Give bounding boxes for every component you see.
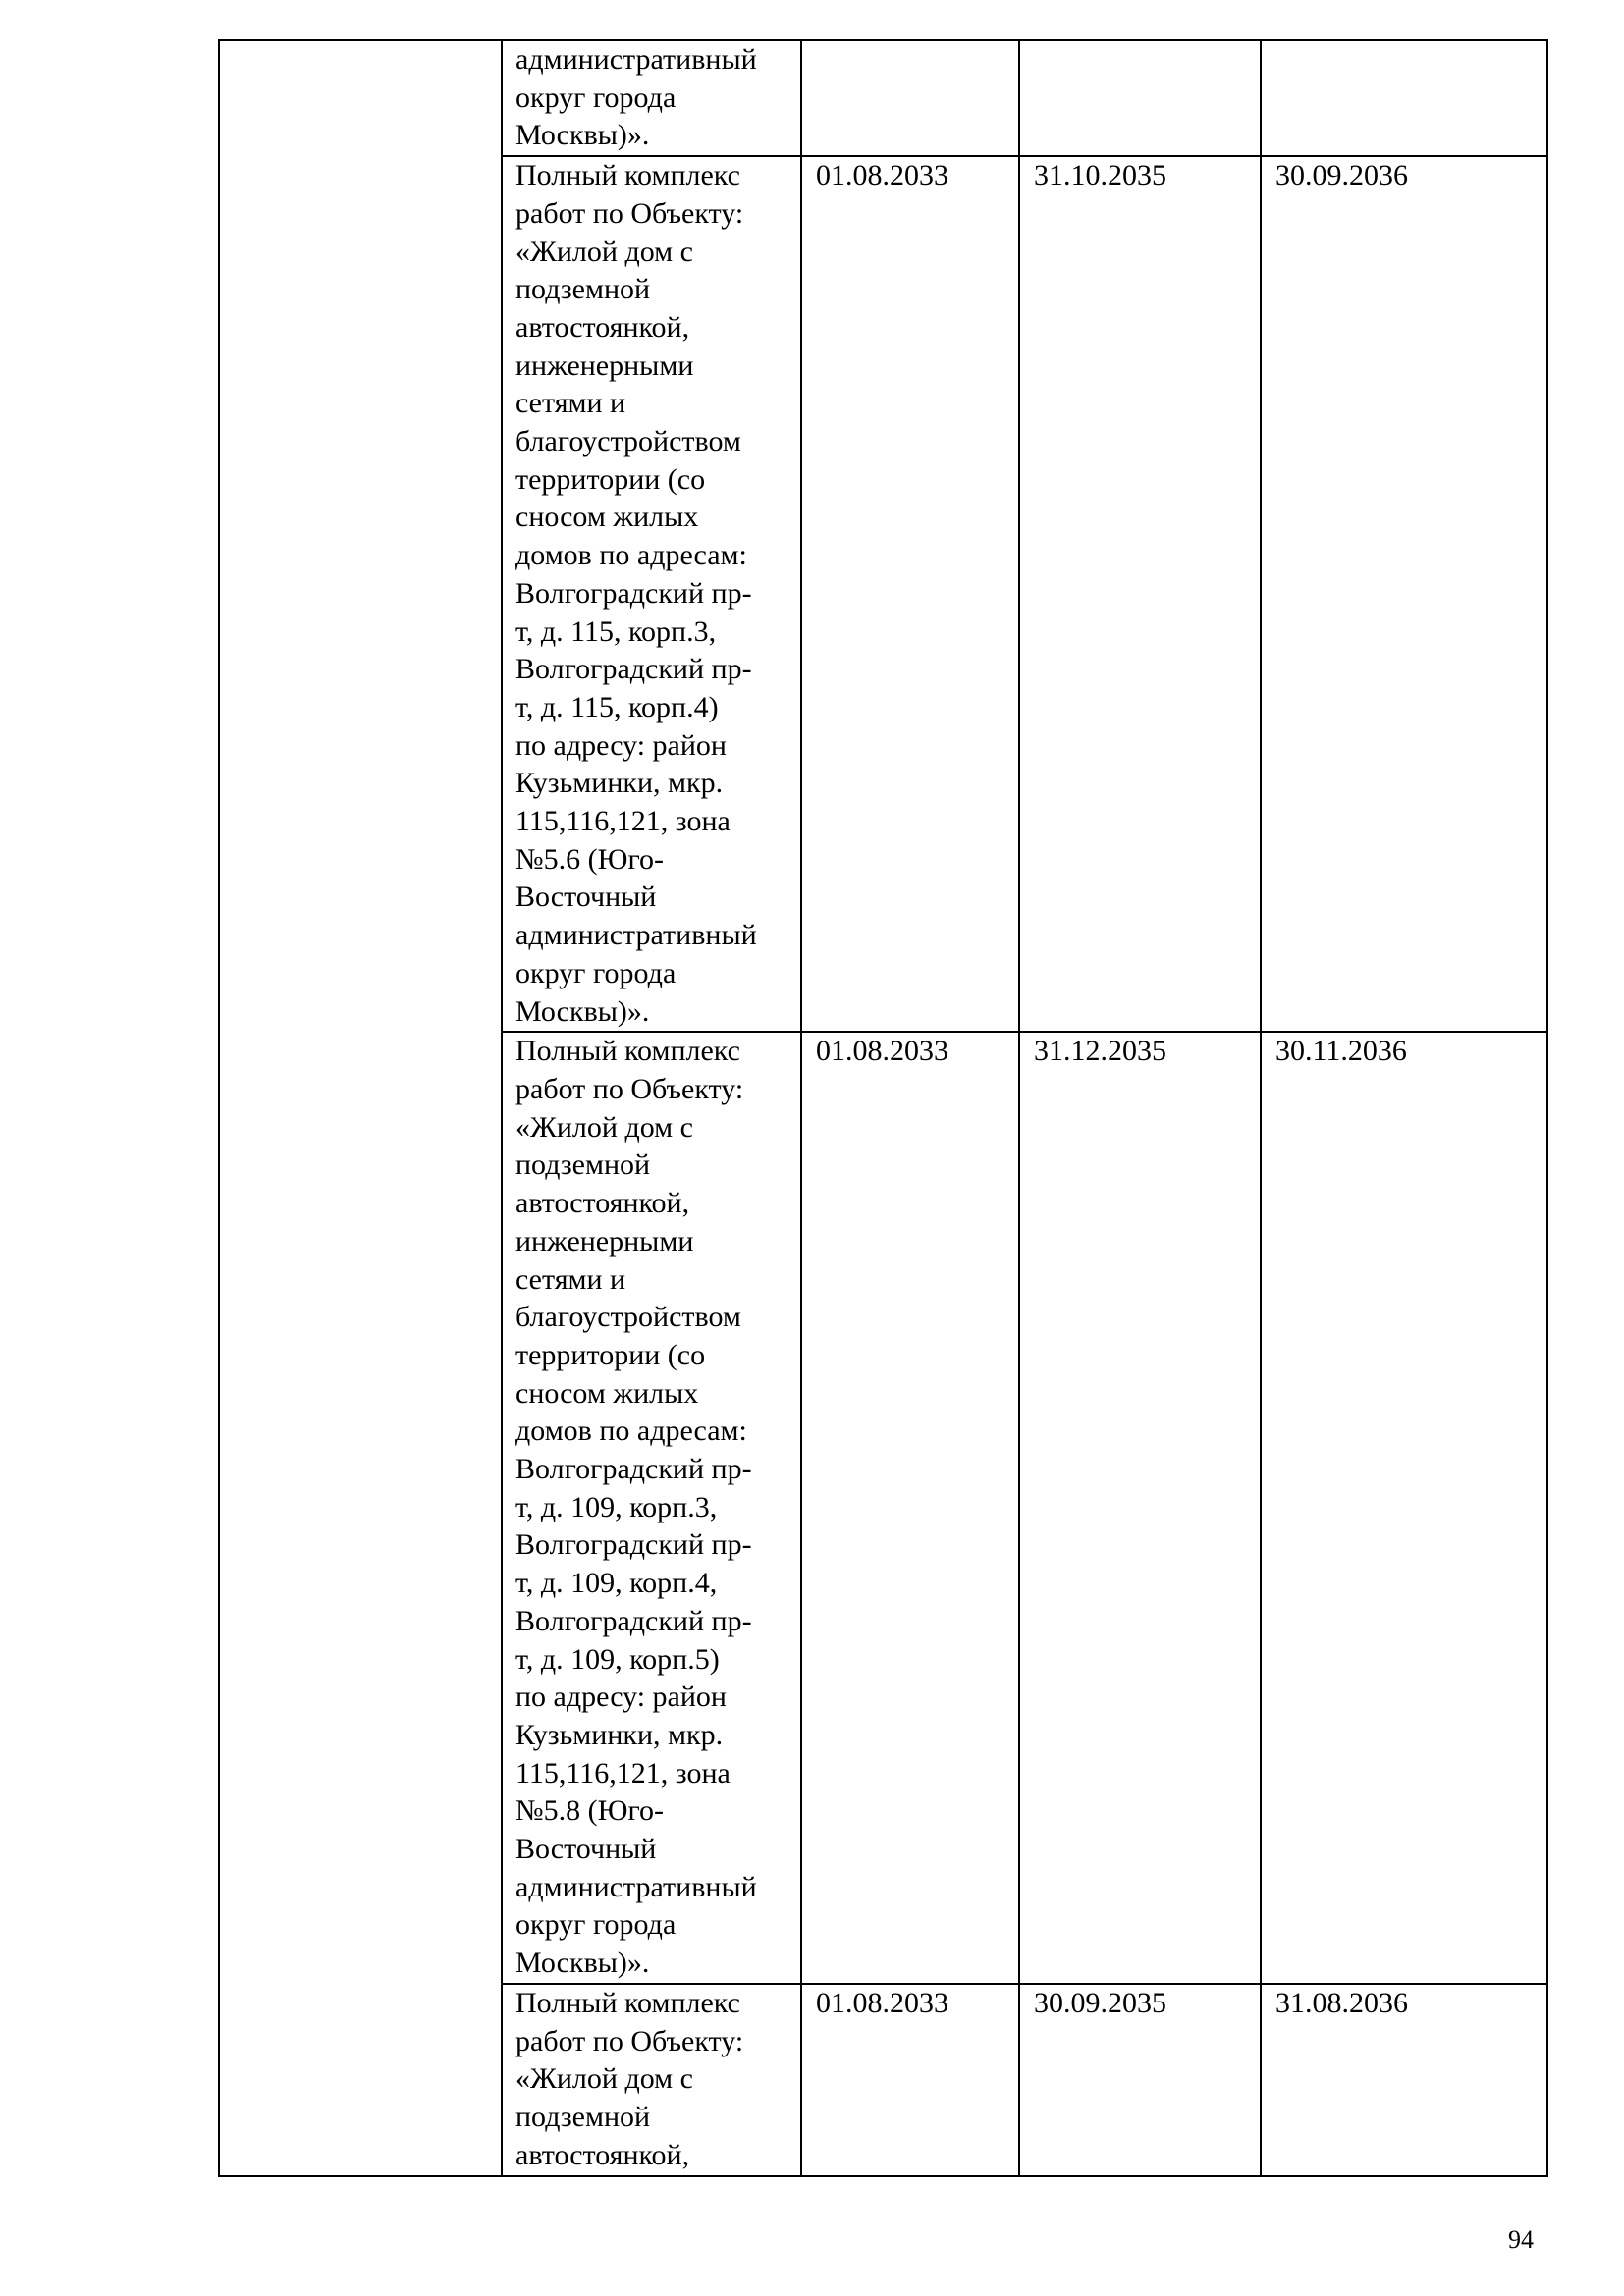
deadline-date-cell xyxy=(1261,156,1547,1032)
deadline-date-cell xyxy=(1261,40,1547,156)
start-date-cell xyxy=(801,156,1019,1032)
work-description-cell xyxy=(502,1032,801,1984)
end-date-cell xyxy=(1019,156,1261,1032)
work-description-cell xyxy=(502,156,801,1032)
end-date-cell xyxy=(1019,1032,1261,1984)
deadline-date-cell xyxy=(1261,1032,1547,1984)
table-row xyxy=(219,40,1547,156)
deadline-date: 30.11.2036 xyxy=(1275,1035,1407,1068)
empty-group-cell xyxy=(219,40,502,2176)
work-description: Полный комплекс работ по Объекту: «Жилой дом с подземной автостоянкой, xyxy=(515,1986,744,2171)
end-date-cell xyxy=(1019,1984,1261,2176)
end-date: 31.10.2035 xyxy=(1034,159,1166,192)
work-description: Полный комплекс работ по Объекту: «Жилой дом с подземной автостоянкой, инженерными сетями и благоустройством территории (со сносом жилых домов по адресам: Волгоградский пр- т, д. 115, корп.3, Волгоградский пр- т, д. 115, корп.4) по адресу: район Кузьминки, мкр. 115,116,121, зона №5.6 (Юго- Восточный административный округ города Москвы)». xyxy=(515,159,757,1028)
work-description-cell xyxy=(502,40,801,156)
start-date-cell xyxy=(801,40,1019,156)
start-date: 01.08.2033 xyxy=(816,1035,948,1068)
deadline-date-cell xyxy=(1261,1984,1547,2176)
start-date-cell xyxy=(801,1032,1019,1984)
end-date: 31.12.2035 xyxy=(1034,1035,1166,1068)
work-description: административный округ города Москвы)». xyxy=(515,43,757,152)
schedule-table xyxy=(218,39,1548,2177)
start-date-cell xyxy=(801,1984,1019,2176)
page-number: 94 xyxy=(1508,2225,1534,2254)
start-date: 01.08.2033 xyxy=(816,159,948,192)
work-description-cell xyxy=(502,1984,801,2176)
deadline-date: 30.09.2036 xyxy=(1275,159,1408,192)
end-date-cell xyxy=(1019,40,1261,156)
start-date: 01.08.2033 xyxy=(816,1986,948,2019)
end-date: 30.09.2035 xyxy=(1034,1986,1166,2019)
work-description: Полный комплекс работ по Объекту: «Жилой дом с подземной автостоянкой, инженерными сетями и благоустройством территории (со сносом жилых домов по адресам: Волгоградский пр- т, д. 109, корп.3, Волгоградский пр- т, д. 109, корп.4, Волгоградский пр- т, д. 109, корп.5) по адресу: район Кузьминки, мкр. 115,116,121, зона №5.8 (Юго- Восточный административный округ города Москвы)». xyxy=(515,1035,757,1980)
deadline-date: 31.08.2036 xyxy=(1275,1986,1408,2019)
